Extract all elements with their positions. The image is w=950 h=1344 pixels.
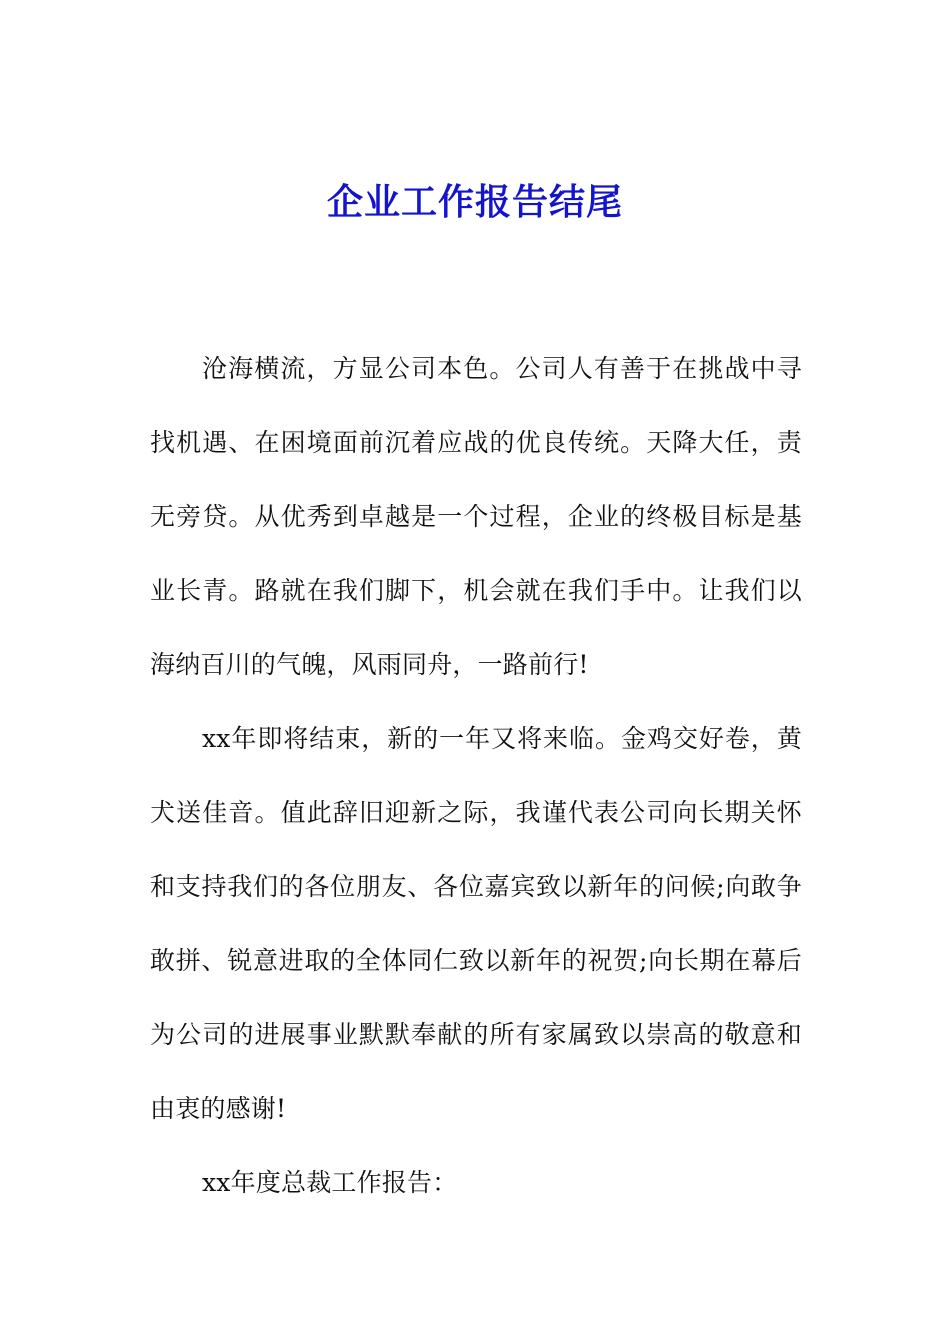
- paragraph-1: 沧海横流，方显公司本色。公司人有善于在挑战中寻找机遇、在困境面前沉着应战的优良传统。天降大任，责无旁贷。从优秀到卓越是一个过程，企业的终极目标是基业长青。路就在我们脚下，机会就在我们手中。让我们以海纳百川的气魄，风雨同舟，一路前行!: [150, 354, 802, 679]
- document-title: 企业工作报告结尾: [326, 181, 623, 223]
- paragraph-3: xx年度总裁工作报告：: [202, 1168, 458, 1197]
- paragraph-2: xx年即将结束，新的一年又将来临。金鸡交好卷，黄犬送佳音。值此辞旧迎新之际，我谨代表公司向长期关怀和支持我们的各位朋友、各位嘉宾致以新年的问候;向敢争敢拼、锐意进取的全体同仁致以新年的祝贺;向长期在幕后为公司的进展事业默默奉献的所有家属致以崇高的敬意和由衷的感谢!: [150, 724, 802, 1123]
- document-body: [150, 332, 802, 1220]
